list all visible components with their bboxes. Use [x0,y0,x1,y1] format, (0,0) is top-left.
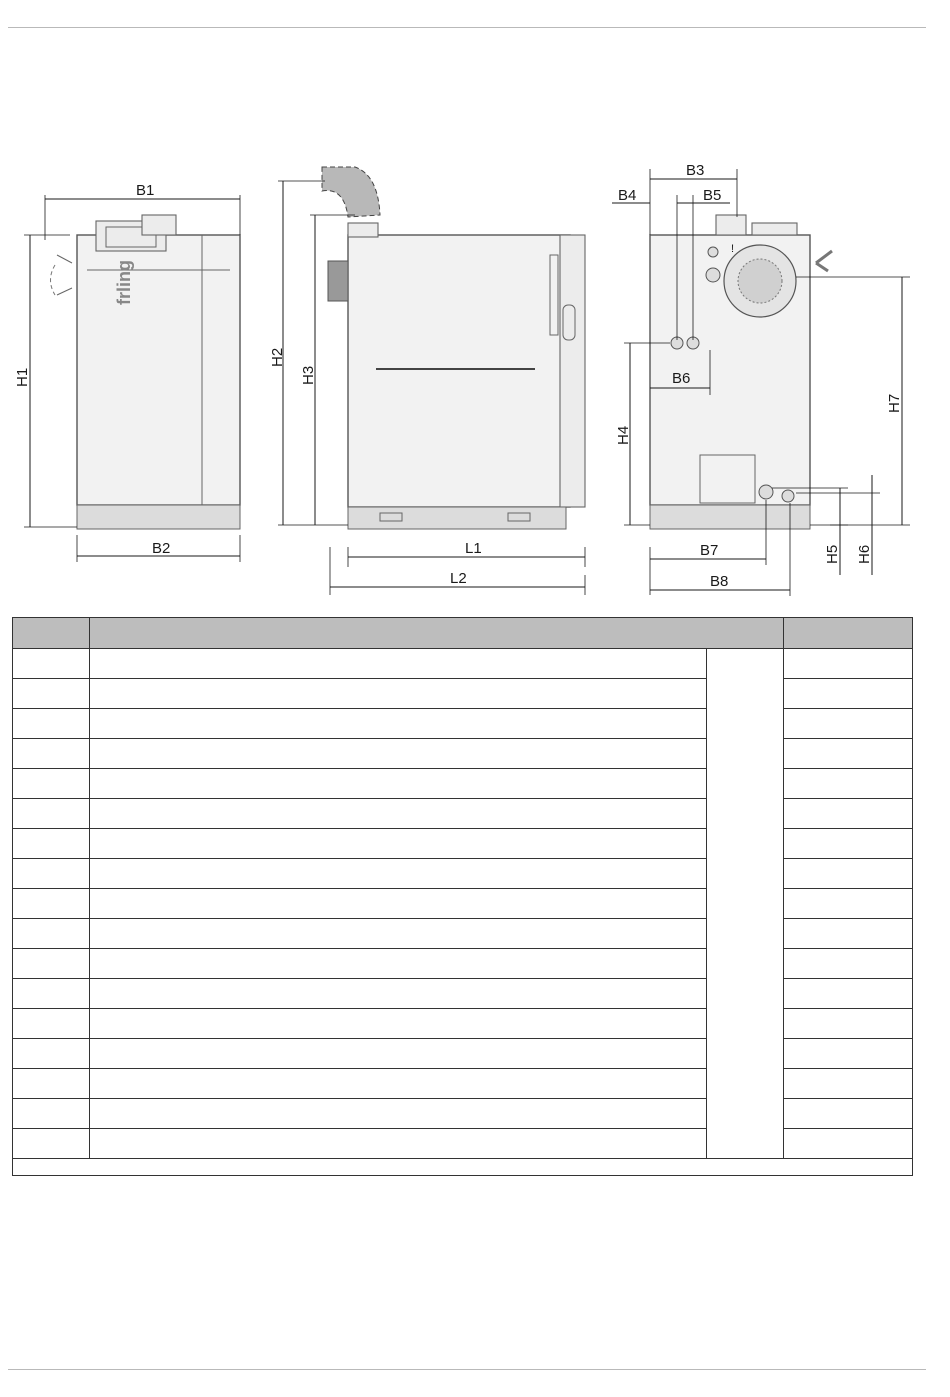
table-cell-value [784,679,913,709]
warning-icon: ! [731,243,735,255]
table-cell-description [90,739,707,769]
table-cell-position [13,1129,90,1159]
table-cell-description [90,1039,707,1069]
table-cell-description [90,1009,707,1039]
table-cell-position [13,889,90,919]
table-cell-position [13,679,90,709]
table-cell-position [13,979,90,1009]
dim-label-B2: B2 [152,540,171,557]
table-cell-position [13,1039,90,1069]
dim-label-H3: H3 [300,365,317,385]
dim-label-B5: B5 [703,187,722,204]
table-cell-value [784,829,913,859]
dim-label-B3: B3 [686,162,705,179]
dim-label-L1: L1 [465,540,482,557]
table-cell-value [784,769,913,799]
table-cell-position [13,829,90,859]
side-view [269,167,585,595]
rear-view [612,162,910,596]
table-cell-position [13,739,90,769]
table-cell-value [784,859,913,889]
side-base [348,507,566,529]
table-cell-position [13,949,90,979]
dim-label-H6: H6 [856,544,873,564]
table-cell-description [90,1099,707,1129]
rear-base [650,505,810,529]
table-cell-description [90,859,707,889]
dim-label-H2: H2 [269,347,286,367]
dim-label-H7: H7 [886,393,903,413]
table-cell-value [784,739,913,769]
table-cell-description [90,1069,707,1099]
table-cell-position [13,799,90,829]
table-cell-value [784,709,913,739]
dim-label-H1: H1 [14,367,31,387]
header-cell-value [784,618,913,649]
dim-label-B6: B6 [672,370,691,387]
dim-label-H5: H5 [824,544,841,564]
dim-label-B1: B1 [136,182,155,199]
table-cell-description [90,769,707,799]
table-cell-description [90,799,707,829]
front-boiler-body [77,235,240,505]
table-cell-value [784,649,913,679]
header-cell-description [90,618,784,649]
table-cell-value [784,1129,913,1159]
table-body [13,649,913,1159]
table-cell-description [90,919,707,949]
table-cell-position [13,769,90,799]
table-cell-value [784,1009,913,1039]
table-cell-description [90,1129,707,1159]
dim-label-B4: B4 [618,187,637,204]
table-cell-position [13,1009,90,1039]
dim-label-H4: H4 [615,425,632,445]
table-cell-value [784,799,913,829]
table-cell-value [784,1039,913,1069]
front-view [14,182,240,562]
table-cell-value [784,1099,913,1129]
table-footer-row [13,1159,913,1176]
table-header-row [13,618,913,649]
table-cell-description [90,709,707,739]
table-cell-position [13,649,90,679]
boiler-dimension-drawing [10,155,915,605]
front-base [77,505,240,529]
dim-label-L2: L2 [450,570,467,587]
table-cell-position [13,859,90,889]
side-boiler-body [348,235,570,507]
dim-label-B7: B7 [700,542,719,559]
dimensions-table [12,617,913,1176]
table-row [13,649,913,679]
table-cell-description [90,889,707,919]
top-rule [8,27,926,28]
table-cell-description [90,679,707,709]
table-cell-position [13,709,90,739]
table-cell-description [90,979,707,1009]
table-cell-description [90,649,707,679]
table-cell-position [13,919,90,949]
dim-label-B8: B8 [710,573,729,590]
table-cell-value [784,949,913,979]
table-cell-value [784,889,913,919]
header-cell-position [13,618,90,649]
table-cell-description [90,829,707,859]
table-cell-value [784,919,913,949]
bottom-rule [8,1369,926,1370]
table-cell-value [784,1069,913,1099]
table-cell-position [13,1069,90,1099]
table-cell-description [90,949,707,979]
front-logo: frling [114,260,134,305]
table-cell-unit [707,649,784,1159]
table-footer-cell [13,1159,913,1176]
table-cell-value [784,979,913,1009]
table-cell-position [13,1099,90,1129]
